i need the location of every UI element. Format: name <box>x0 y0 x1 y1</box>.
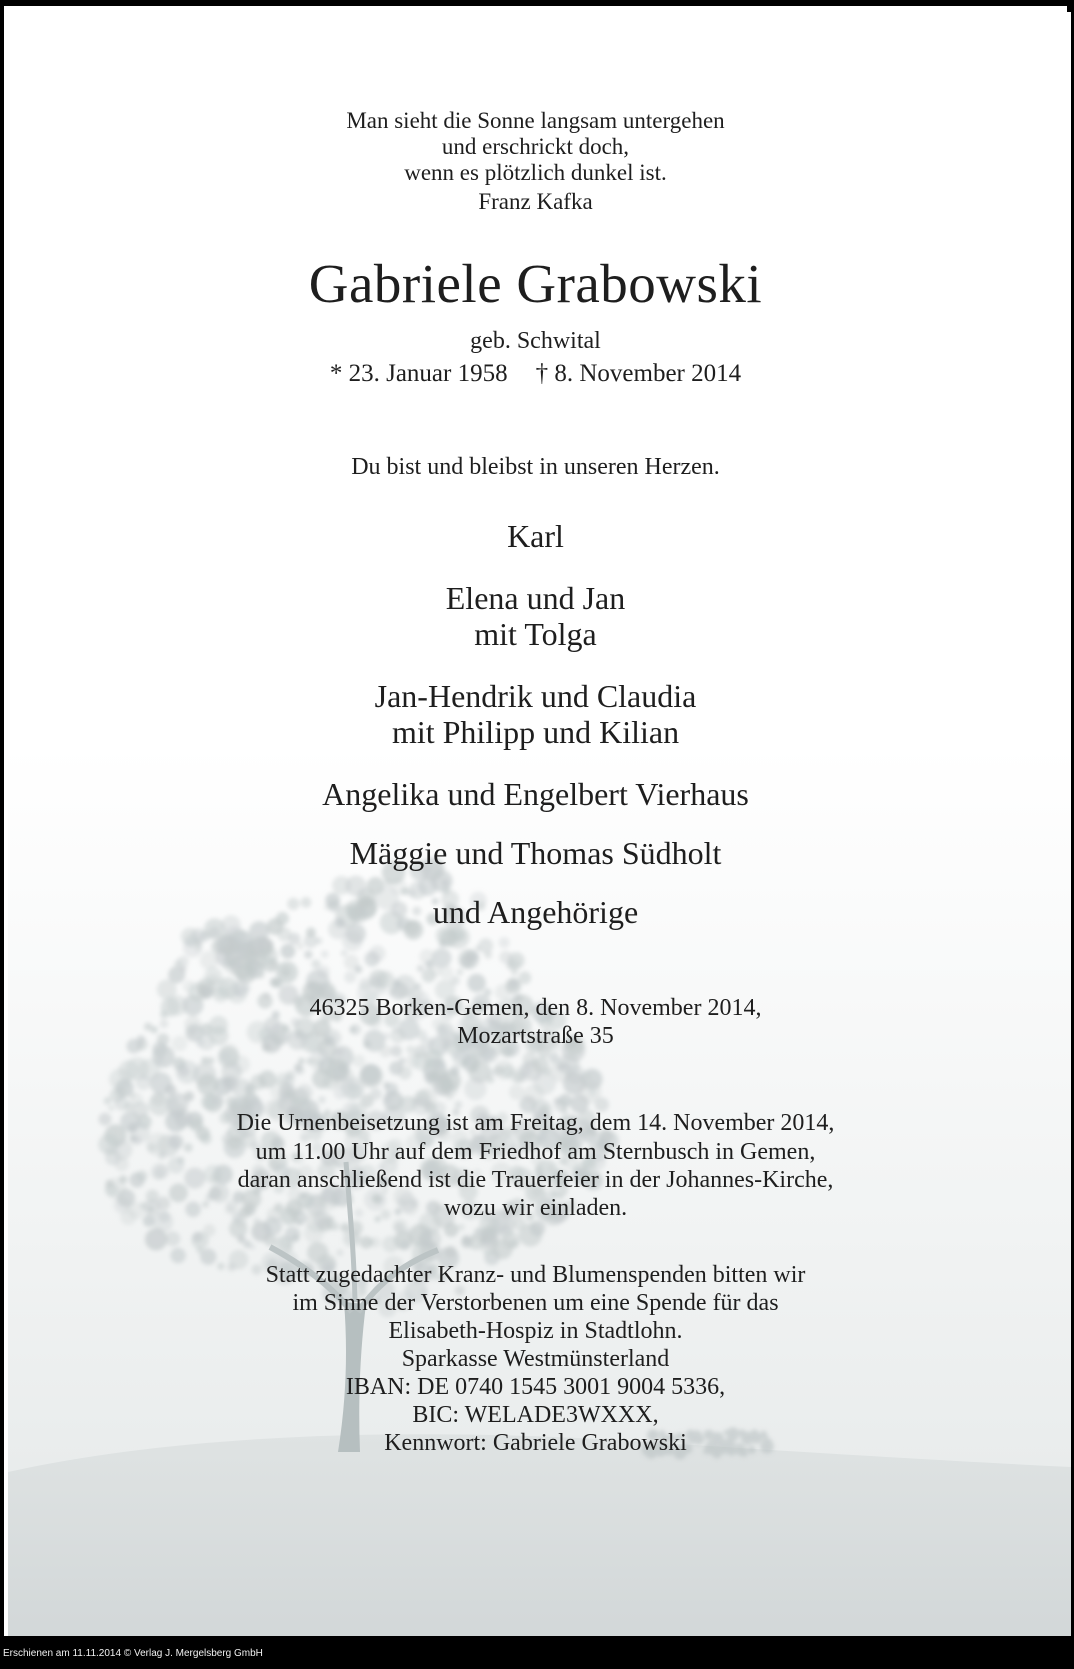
motto-line-3: wenn es plötzlich dunkel ist. <box>404 160 667 185</box>
family-vierhaus: Angelika und Engelbert Vierhaus <box>322 776 749 812</box>
funeral-line-2: um 11.00 Uhr auf dem Friedhof am Sternbusch in Gemen, <box>255 1139 816 1165</box>
family-jan-hendrik: Jan-Hendrik und Claudia <box>374 678 697 714</box>
family-tolga: mit Tolga <box>474 616 597 652</box>
life-dates <box>4 360 1067 388</box>
motto-author: Franz Kafka <box>478 189 593 214</box>
birth-name: geb. Schwital <box>470 328 601 354</box>
family-angehoerige: und Angehörige <box>432 894 639 930</box>
motto-line-1: Man sieht die Sonne langsam untergehen <box>346 108 725 133</box>
birth-date: * 23. Januar 1958 <box>329 360 508 387</box>
family-suedholt: Mäggie und Thomas Südholt <box>349 835 722 871</box>
donation-iban: IBAN: DE 0740 1545 3001 9004 5336, <box>345 1374 726 1400</box>
donation-bic: BIC: WELADE3WXXX, <box>412 1402 659 1428</box>
death-date: † 8. November 2014 <box>535 360 742 387</box>
donation-line-1: Statt zugedachter Kranz- und Blumenspenden bitten wir <box>265 1262 806 1288</box>
family-philipp-kilian: mit Philipp und Kilian <box>391 714 680 750</box>
address-line-2: Mozartstraße 35 <box>457 1023 614 1049</box>
deceased-name: Gabriele Grabowski <box>308 253 763 314</box>
family-karl: Karl <box>507 518 564 554</box>
donation-bank: Sparkasse Westmünsterland <box>401 1346 670 1372</box>
funeral-line-3: daran anschließend ist die Trauerfeier in der Johannes-Kirche, <box>237 1167 834 1193</box>
donation-line-3: Elisabeth-Hospiz in Stadtlohn. <box>388 1318 683 1344</box>
greeting: Du bist und bleibst in unseren Herzen. <box>351 454 720 480</box>
funeral-line-4: wozu wir einladen. <box>443 1195 628 1221</box>
footer-publication-note: Erschienen am 11.11.2014 © Verlag J. Mergelsberg GmbH <box>3 1648 263 1659</box>
address-line-1: 46325 Borken-Gemen, den 8. November 2014, <box>309 995 762 1021</box>
motto-line-2: und erschrickt doch, <box>441 134 630 159</box>
funeral-line-1: Die Urnenbeisetzung ist am Freitag, dem 14. November 2014, <box>236 1110 835 1136</box>
family-elena-jan: Elena und Jan <box>445 580 626 616</box>
donation-keyword: Kennwort: Gabriele Grabowski <box>384 1430 687 1456</box>
donation-line-2: im Sinne der Verstorbenen um eine Spende für das <box>292 1290 779 1316</box>
